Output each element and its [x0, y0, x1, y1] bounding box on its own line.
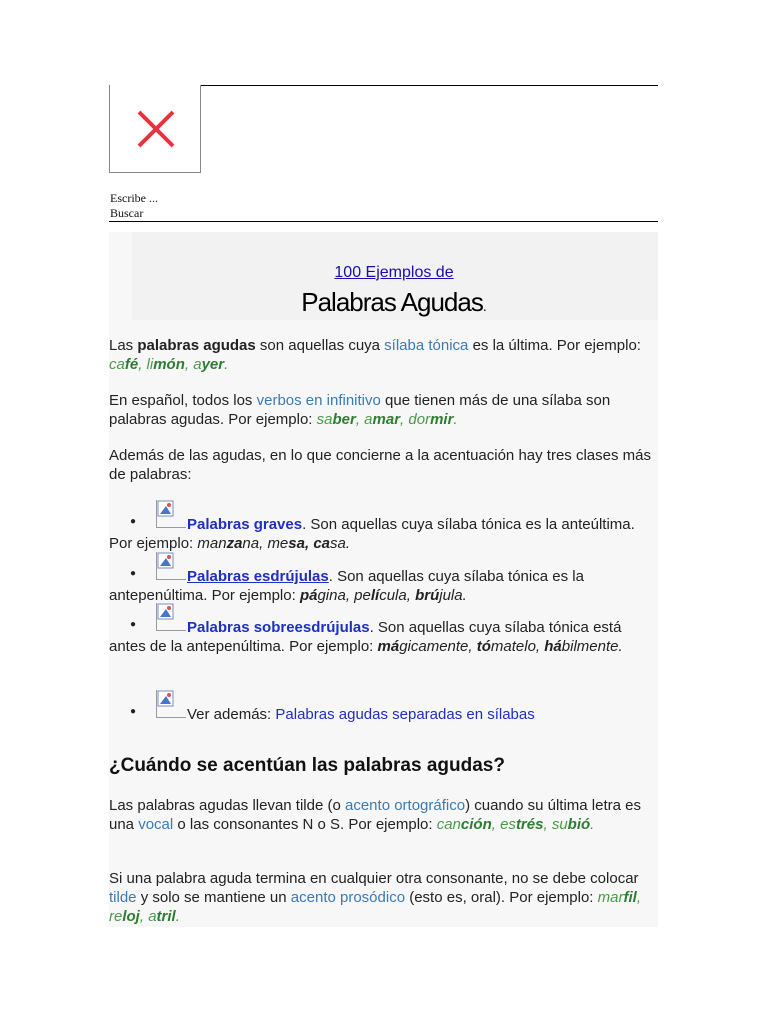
infinitive-paragraph: En español, todos los verbos en infinitivo que tienen más de una sílaba son palabras agudas. Por ejemplo: saber, amar, dormir.: [109, 392, 611, 428]
link-tilde[interactable]: tilde: [109, 889, 137, 906]
page-title: [0, 287, 768, 318]
header-rule: [109, 221, 658, 222]
link-vocal[interactable]: vocal: [138, 816, 174, 833]
link-acento-prosodico[interactable]: acento prosódico: [290, 889, 406, 906]
link-palabras-graves[interactable]: Palabras graves: [187, 516, 303, 533]
bullet-dot: ●: [130, 706, 137, 717]
link-agudas-separadas[interactable]: Palabras agudas separadas en sílabas: [275, 706, 535, 723]
bullet-dot: ●: [130, 568, 137, 579]
intro-paragraph: Las palabras agudas son aquellas cuya sílaba tónica es la última. Por ejemplo: café, limón, ayer.: [109, 337, 641, 373]
classes-intro-paragraph: Además de las agudas, en lo que concierne a la acentuación hay tres clases más de palabras:: [109, 447, 651, 483]
link-silaba-tonica[interactable]: sílaba tónica: [384, 337, 469, 354]
broken-image-placeholder: [109, 85, 201, 173]
page-title-text: Palabras Agudas: [301, 287, 483, 317]
search-button[interactable]: Buscar: [110, 206, 144, 220]
bullet-dot: ●: [130, 516, 137, 527]
bullet-dot: ●: [130, 619, 137, 630]
title-link[interactable]: 100 Ejemplos de: [334, 264, 454, 281]
link-palabras-esdrujulas[interactable]: Palabras esdrújulas: [187, 568, 329, 585]
title-dot: .: [482, 298, 487, 314]
link-acento-ortografico[interactable]: acento ortográfico: [345, 797, 466, 814]
search-input[interactable]: Escribe ...: [110, 191, 158, 205]
tilde-rule-paragraph: Las palabras agudas llevan tilde (o acento ortográfico) cuando su última letra es una vocal o las consonantes N o S. Por ejemplo: canción, estrés, subió.: [109, 797, 641, 833]
no-tilde-rule-paragraph: Si una palabra aguda termina en cualquier otra consonante, no se debe colocar tilde y solo se mantiene un acento prosódico (esto es, oral). Por ejemplo: marfil, reloj, atril.: [109, 870, 641, 925]
search-area: [110, 191, 158, 221]
link-palabras-sobreesdrujulas[interactable]: Palabras sobreesdrújulas: [187, 619, 370, 636]
section-heading: ¿Cuándo se acentúan las palabras agudas?: [109, 755, 505, 776]
link-verbos-infinitivo[interactable]: verbos en infinitivo: [256, 392, 381, 409]
close-icon: [136, 109, 176, 149]
